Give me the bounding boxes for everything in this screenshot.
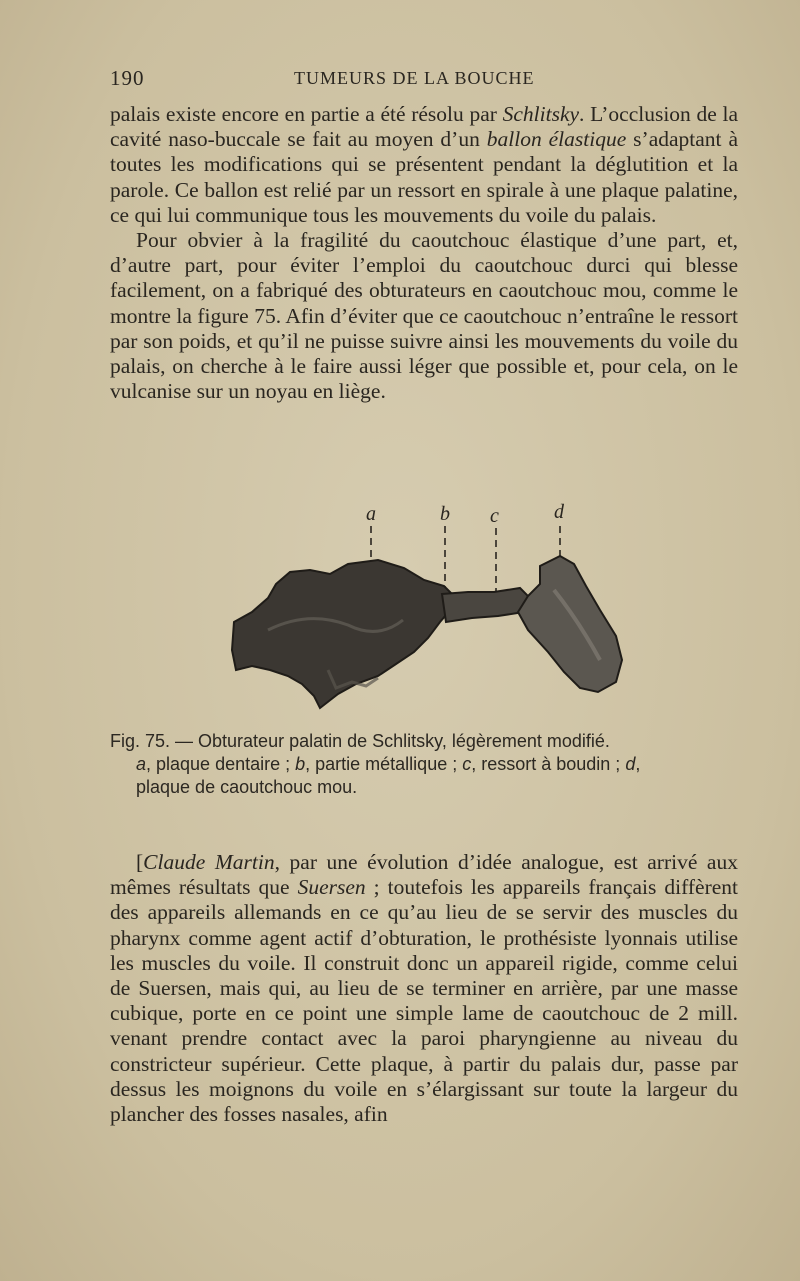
- author-name-schlitsky: Schlitsky: [502, 102, 580, 126]
- paragraph-continuation: [110, 102, 738, 228]
- running-title: TUMEURS DE LA BOUCHE: [294, 68, 535, 88]
- legend-punct: ,: [635, 754, 641, 774]
- caption-title: Fig. 75. — Obturateur palatin de Schlitsky, légèrement modifié.: [110, 731, 610, 751]
- text-run: s’adaptant à toutes les modifications qui se présentent pendant la déglutition et la parole. Ce ballon est relié par un ressort en spirale à une plaque palatine, ce qui lui communique tous les mouvements du voile du palais.: [110, 127, 738, 227]
- author-name-suersen: Suersen: [297, 875, 366, 900]
- figure-label-a: a: [366, 503, 376, 525]
- legend-text-b: , partie métallique ;: [305, 754, 463, 774]
- paragraph-obturateurs: Pour obvier à la fragilité du caoutchouc élastique d’une part, et, d’autre part, pour éviter l’emploi du caoutchouc durci qui blesse facilement, on a fabriqué des obturateurs en caoutchouc mou, comme le montre la figure 75. Afin d’éviter que ce caoutchouc n’entraîne le ressort par son poids, et qu’il ne puisse suivre ainsi les mouvements du voile du palais, on cherche à le faire aussi léger que possible et, pour cela, on le vulcanise sur un noyau en liège.: [110, 228, 738, 404]
- legend-key-b: b: [295, 754, 306, 774]
- figure-label-c: c: [490, 505, 499, 527]
- figure-obturateur-illustration: [228, 500, 628, 715]
- figure-label-d: d: [554, 501, 564, 523]
- legend-key-a: a: [136, 754, 147, 774]
- text-run: . L’occlusion de la cavité naso-buccale se fait au moyen d’un: [110, 102, 738, 152]
- paragraph-claude-martin: [110, 850, 738, 1127]
- metal-spring-bar: [442, 588, 528, 622]
- page-number: 190: [110, 66, 145, 90]
- caption-legend: [110, 753, 740, 776]
- legend-text-c: , ressort à boudin ;: [471, 754, 626, 774]
- text-run: , par une évolution d’idée analogue, est arrivé aux mêmes résultats que: [110, 850, 738, 900]
- body-text-top: [110, 102, 738, 404]
- soft-rubber-plate-shape: [518, 556, 622, 692]
- figure-caption: [110, 730, 740, 799]
- legend-key-d: d: [625, 754, 636, 774]
- legend-text-a: , plaque dentaire ;: [146, 754, 296, 774]
- term-ballon-elastique: ballon élastique: [486, 127, 627, 152]
- legend-key-c: c: [462, 754, 472, 774]
- page-header: [110, 66, 730, 92]
- figure-label-b: b: [440, 503, 450, 525]
- author-name-claude-martin: Claude Martin: [143, 850, 275, 874]
- bracket: [: [136, 850, 144, 874]
- text-run: palais existe encore en partie a été résolu par: [110, 102, 503, 126]
- caption-legend-end: plaque de caoutchouc mou.: [136, 777, 358, 797]
- text-run: ; toutefois les appareils français diffèrent des appareils allemands en ce qu’au lieu de se servir des muscles du pharynx comme agent actif d’obturation, le prothésiste lyonnais utilise les muscles du voile. Il construit donc un appareil rigide, comme celui de Suersen, mais qui, au lieu de se terminer en arrière, par une masse cubique, porte en ce point une simple lame de caoutchouc de 2 mill. venant prendre contact avec la paroi pharyngienne au niveau du constricteur supérieur. Cette plaque, à partir du palais dur, passe par dessus les moignons du voile en s’élargissant sur toute la largeur du plancher des fosses nasales, afin: [110, 875, 739, 1127]
- body-text-bottom: [110, 850, 738, 1127]
